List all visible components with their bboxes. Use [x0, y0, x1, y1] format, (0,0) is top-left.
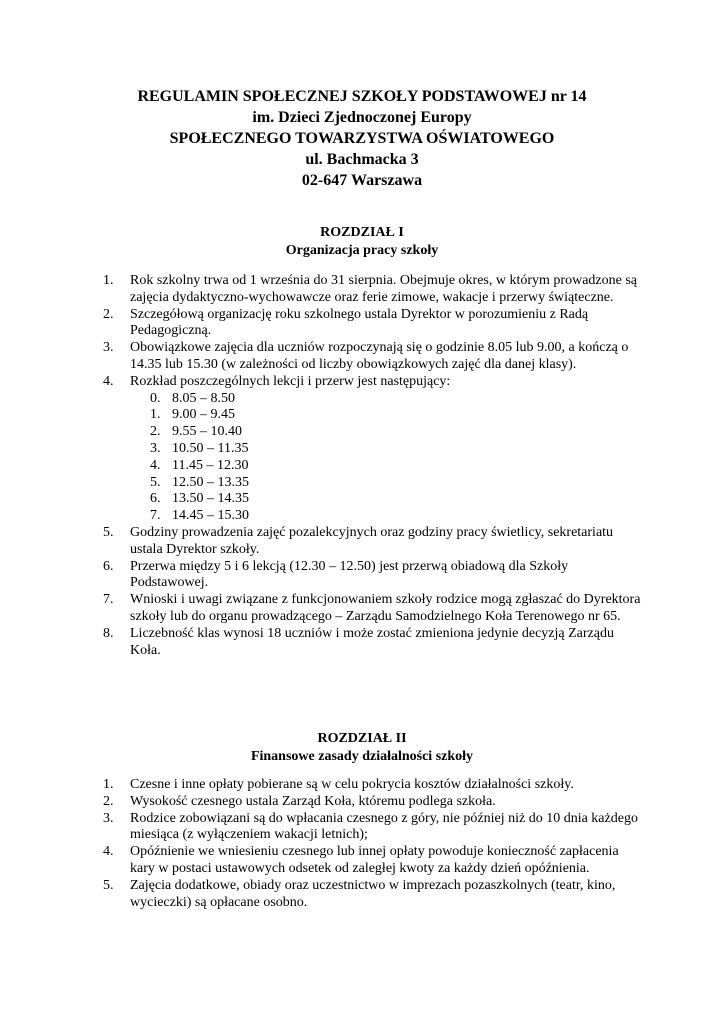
list-item — [103, 844, 643, 878]
lesson-time: 11.45 – 12.30 — [172, 457, 249, 473]
list-item — [103, 559, 643, 593]
list-item — [103, 878, 643, 912]
schedule-row — [150, 491, 643, 508]
item-number: 6. — [103, 558, 114, 574]
chapter-2-list — [103, 777, 643, 911]
schedule-row — [150, 407, 643, 424]
chapter-1-title: ROZDZIAŁ I — [320, 225, 404, 240]
item-text: Godziny prowadzenia zajęć pozalekcyjnych oraz godziny pracy świetlicy, sekretariatu ustala Dyrektor szkoły. — [130, 524, 614, 557]
item-number: 4. — [103, 373, 114, 389]
lesson-time: 10.50 – 11.35 — [172, 440, 249, 456]
item-number: 5. — [103, 877, 114, 893]
chapter-2-subtitle: Finansowe zasady działalności szkoły — [250, 749, 474, 764]
item-number: 8. — [103, 625, 114, 641]
item-text: Obowiązkowe zajęcia dla uczniów rozpoczynają się o godzinie 8.05 lub 9.00, a kończą o 14.35 lub 15.30 (w zależności od liczby obowiązkowych zajęć dla danej klasy). — [130, 340, 629, 372]
item-text: Czesne i inne opłaty pobierane są w celu pokrycia kosztów działalności szkoły. — [130, 777, 574, 792]
lesson-time: 12.50 – 13.35 — [172, 474, 249, 490]
schedule-row — [150, 424, 643, 441]
item-number: 7. — [103, 592, 114, 608]
chapter-2-heading — [0, 730, 724, 766]
lesson-time: 13.50 – 14.35 — [172, 491, 249, 507]
lesson-time: 9.00 – 9.45 — [172, 407, 235, 423]
lesson-time: 14.45 – 15.30 — [172, 508, 249, 524]
schedule-row — [150, 475, 643, 492]
list-item — [103, 340, 643, 374]
item-text: Rok szkolny trwa od 1 września do 31 sierpnia. Obejmuje okres, w którym prowadzone są zajęcia dydaktyczno-wychowawcze oraz ferie zimowe, wakacje i przerwy świąteczne. — [130, 273, 637, 305]
item-text: Wnioski i uwagi związane z funkcjonowaniem szkoły rodzice mogą zgłaszać do Dyrektora szkoły lub do organu prowadzącego – Zarządu Samodzielnego Koła Terenowego nr 65. — [130, 592, 641, 624]
lesson-number: 1. — [150, 407, 161, 423]
item-text: Liczebność klas wynosi 18 uczniów i może zostać zmieniona jedynie decyzją Zarządu Koła. — [130, 625, 614, 658]
document-header — [0, 86, 724, 191]
item-text: Przerwa między 5 i 6 lekcją (12.30 – 12.50) jest przerwą obiadową dla Szkoły Podstawowej. — [130, 558, 569, 591]
item-number: 2. — [103, 793, 114, 809]
item-text: Szczegółową organizację roku szkolnego ustala Dyrektor w porozumieniu z Radą Pedagogiczną. — [130, 306, 589, 339]
item-text: Opóźnienie we wniesieniu czesnego lub innej opłaty powoduje konieczność zapłacenia kary w postaci ustawowych odsetek od zaległej kwoty za każdy dzień opóźnienia. — [130, 844, 619, 876]
item-number: 1. — [103, 777, 114, 792]
list-item — [103, 273, 643, 307]
lesson-number: 0. — [150, 390, 161, 406]
schedule-row — [150, 441, 643, 458]
item-number: 3. — [103, 810, 114, 826]
item-text: Zajęcia dodatkowe, obiady oraz uczestnictwo w imprezach pozaszkolnych (teatr, kino, wycieczki) są opłacane osobno. — [130, 877, 616, 910]
lesson-number: 5. — [150, 474, 161, 490]
lesson-number: 4. — [150, 457, 161, 473]
lesson-time: 9.55 – 10.40 — [172, 424, 242, 440]
header-city: 02-647 Warszawa — [301, 172, 423, 189]
list-item — [103, 525, 643, 559]
list-item — [103, 592, 643, 626]
schedule-list — [150, 391, 643, 525]
item-text: Wysokość czesnego ustala Zarząd Koła, któremu podlega szkoła. — [130, 793, 496, 809]
header-school-name: im. Dzieci Zjednoczonej Europy — [252, 109, 472, 126]
header-title: REGULAMIN SPOŁECZNEJ SZKOŁY PODSTAWOWEJ nr 14 — [137, 88, 587, 105]
lesson-time: 8.05 – 8.50 — [172, 390, 235, 406]
lesson-number: 3. — [150, 440, 161, 456]
schedule-row — [150, 458, 643, 475]
list-item — [103, 777, 643, 794]
item-text: Rozkład poszczególnych lekcji i przerw jest następujący: — [130, 373, 451, 389]
chapter-1-heading — [0, 224, 724, 260]
header-street: ul. Bachmacka 3 — [305, 151, 419, 168]
chapter-1-list — [103, 273, 643, 659]
item-number: 3. — [103, 340, 114, 356]
lesson-number: 7. — [150, 508, 161, 524]
list-item — [103, 626, 643, 660]
item-number: 2. — [103, 306, 114, 322]
item-number: 5. — [103, 524, 114, 540]
lesson-number: 6. — [150, 491, 161, 507]
schedule-row — [150, 508, 643, 525]
chapter-1-subtitle: Organizacja pracy szkoły — [285, 243, 439, 258]
schedule-row — [150, 391, 643, 408]
list-item — [103, 811, 643, 845]
list-item — [103, 307, 643, 341]
item-number: 4. — [103, 844, 114, 860]
list-item — [103, 794, 643, 811]
lesson-number: 2. — [150, 424, 161, 440]
header-organization: SPOŁECZNEGO TOWARZYSTWA OŚWIATOWEGO — [169, 130, 555, 147]
chapter-2-title: ROZDZIAŁ II — [317, 731, 407, 746]
list-item — [103, 374, 643, 391]
item-text: Rodzice zobowiązani są do wpłacania czesnego z góry, nie później niż do 10 dnia każdego miesiąca (z wyłączeniem wakacji letnich); — [130, 810, 638, 843]
item-number: 1. — [103, 273, 114, 288]
